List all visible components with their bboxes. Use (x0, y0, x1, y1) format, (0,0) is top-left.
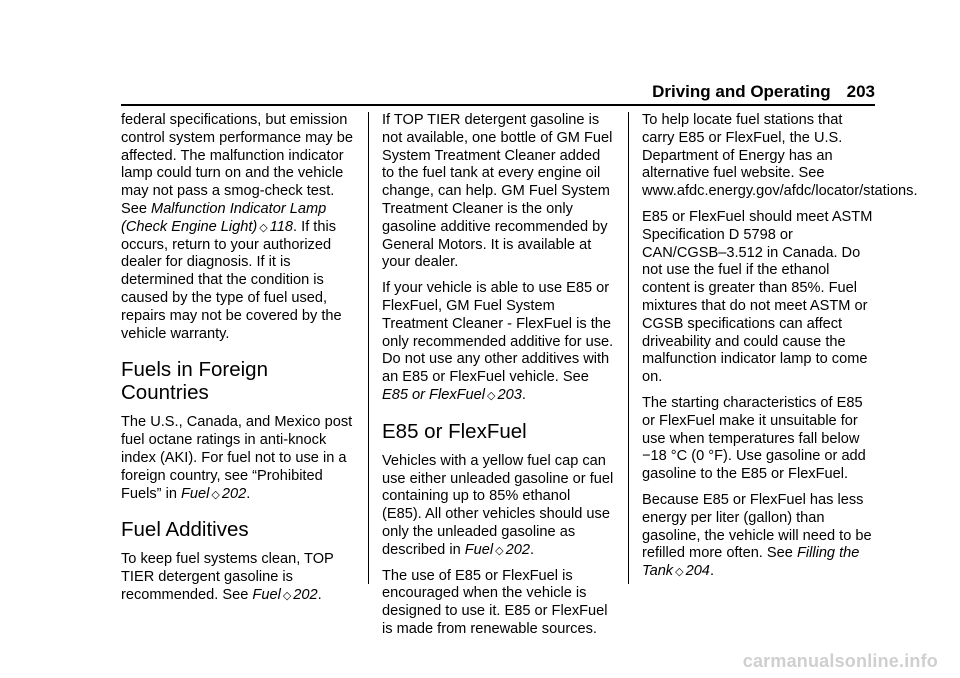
column-divider (628, 112, 629, 584)
cross-reference-link[interactable]: Fuel ◇ 202 (181, 485, 247, 502)
paragraph: Vehicles with a yellow fuel cap can use either unleaded gasoline or fuel containing up to 85% ethanol (E85). All other vehicles should use only the unleaded gasoline as described in Fuel ◇ 202. (382, 452, 614, 558)
page-ref-icon: ◇ (259, 220, 268, 234)
paragraph: The use of E85 or FlexFuel is encouraged when the vehicle is designed to use it. E85 or FlexFuel is made from renewable sources. (382, 567, 608, 637)
column-divider (368, 112, 369, 584)
heading-fuels-foreign: Fuels in Foreign Countries (121, 358, 268, 405)
page-ref-icon: ◇ (487, 388, 496, 402)
paragraph: If TOP TIER detergent gasoline is not available, one bottle of GM Fuel System Treatment Cleaner added to the fuel tank at every engine oil change, can help. GM Fuel System Treatment Cleaner is the only gasoline additive recommended by General Motors. It is available at your dealer. (382, 112, 613, 271)
watermark: carmanualsonline.info (742, 651, 938, 671)
heading-e85: E85 or FlexFuel (382, 419, 527, 443)
paragraph: To keep fuel systems clean, TOP TIER detergent gasoline is recommended. See Fuel ◇ 202. (121, 551, 334, 603)
page-ref-icon: ◇ (282, 588, 292, 602)
header-rule (121, 104, 875, 106)
paragraph: federal specifications, but emission control system performance may be affected. The malfunction indicator lamp could turn on and the vehicle may not pass a smog-check test. See Malfunction Indicator Lamp (Check Engine Light) ◇ 118. If this occurs, return to your authorized dealer for diagnosis. If it is determined that the condition is caused by the type of fuel used, repairs may not be covered by the vehicle warranty. (121, 112, 353, 342)
section-title: Driving and Operating (652, 82, 831, 101)
page-ref-icon: ◇ (211, 487, 220, 501)
paragraph: The U.S., Canada, and Mexico post fuel octane ratings in anti-knock index (AKI). For fuel not to use in a foreign country, see “Prohibited Fuels” in Fuel ◇ 202. (121, 414, 353, 502)
page-ref-icon: ◇ (675, 565, 684, 579)
cross-reference-link[interactable]: Malfunction Indicator Lamp (Check Engine Light) ◇ 118 (121, 200, 327, 235)
paragraph: If your vehicle is able to use E85 or FlexFuel, GM Fuel System Treatment Cleaner - FlexFuel is the only recommended additive for use. Do not use any other additives with an E85 or FlexFuel vehicle. See E85 or FlexFuel ◇ 203. (382, 280, 614, 403)
paragraph: To help locate fuel stations that carry E85 or FlexFuel, the U.S. Department of Energy has an alternative fuel website. See www.afdc.energy.gov/afdc/locator/stations. (642, 112, 918, 200)
column-1 (121, 112, 353, 613)
cross-reference-link[interactable]: Fuel ◇ 202 (464, 541, 530, 558)
cross-reference-link[interactable]: Fuel ◇ 202 (252, 586, 318, 603)
column-2 (382, 112, 614, 647)
page-header (620, 82, 875, 102)
cross-reference-link[interactable]: E85 or FlexFuel ◇ 203 (382, 386, 522, 403)
paragraph: Because E85 or FlexFuel has less energy per liter (gallon) than gasoline, the vehicle will need to be refilled more often. See Filling the Tank ◇ 204. (642, 491, 872, 580)
page-number: 203 (846, 82, 875, 101)
heading-fuel-additives: Fuel Additives (121, 518, 249, 542)
paragraph: The starting characteristics of E85 or FlexFuel make it unsuitable for use when temperatures fall below −18 °C (0 °F). Use gasoline or add gasoline to the E85 or FlexFuel. (642, 394, 866, 483)
cross-reference-link[interactable]: Filling the Tank ◇ 204 (642, 545, 860, 580)
page-ref-icon: ◇ (495, 543, 504, 557)
paragraph: E85 or FlexFuel should meet ASTM Specification D 5798 or CAN/CGSB–3.512 in Canada. Do not use the fuel if the ethanol content is greater than 85%. Fuel mixtures that do not meet ASTM or CGSB specifications can affect driveability and could cause the malfunction indicator lamp to come on. (642, 208, 873, 386)
column-3 (642, 112, 918, 589)
